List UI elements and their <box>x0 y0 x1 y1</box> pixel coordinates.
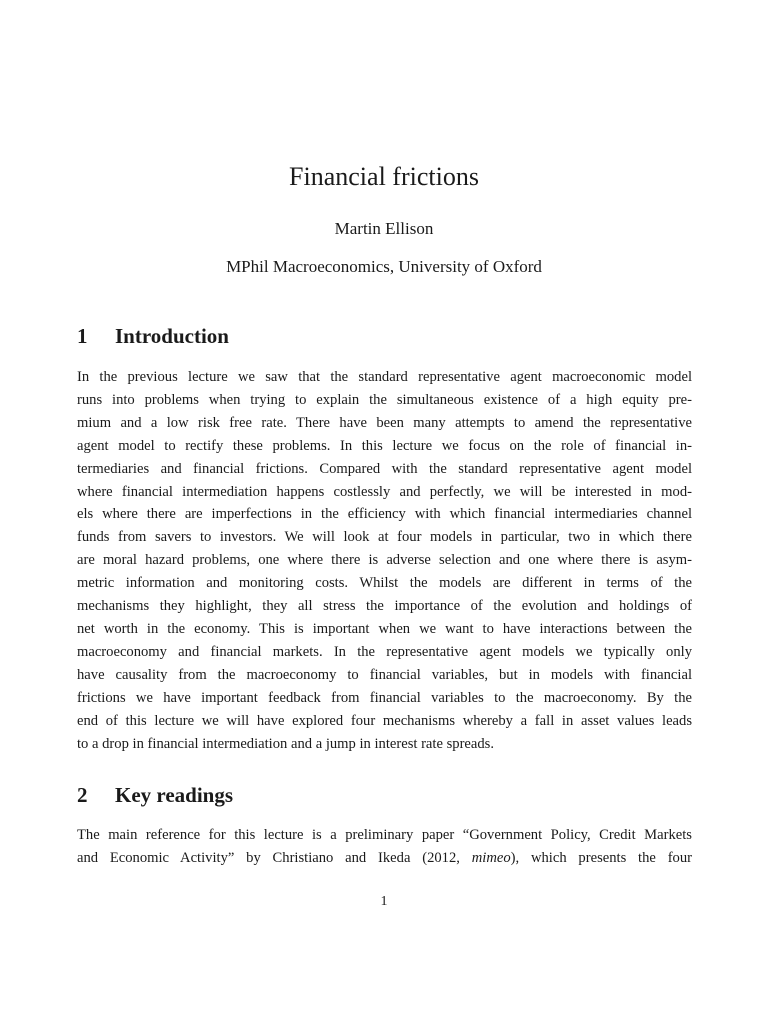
text-line: In the previous lecture we saw that the standard representative agent macroeconomic model <box>77 369 692 385</box>
text-line <box>77 847 692 870</box>
text-line: to a drop in financial intermediation and a jump in interest rate spreads. <box>77 735 495 752</box>
text-line: mechanisms they highlight, they all stress the importance of the evolution and holdings of <box>77 598 692 615</box>
text-line: metric information and monitoring costs. Whilst the models are different in terms of the <box>77 575 692 592</box>
page-number: 1 <box>380 894 388 909</box>
text-line: runs into problems when trying to explain the simultaneous existence of a high equity pre- <box>77 391 692 408</box>
section-heading-key-readings <box>77 781 233 809</box>
text-line: end of this lecture we will have explored four mechanisms whereby a fall in asset values leads <box>77 712 692 729</box>
paper-title: Financial frictions <box>289 162 479 191</box>
text-segment: and Economic Activity” by Christiano and Ikeda (2012, <box>77 849 472 866</box>
text-line: termediaries and financial frictions. Compared with the standard representative agent model <box>77 460 692 477</box>
text-line: mium and a low risk free rate. There have been many attempts to amend the representative <box>77 414 692 431</box>
text-line: funds from savers to investors. We will look at four models in particular, two in which there <box>77 529 692 546</box>
section-number: 1 <box>77 324 88 348</box>
text-line: have causality from the macroeconomy to financial variables, but in models with financial <box>77 666 692 683</box>
paper-affiliation: MPhil Macroeconomics, University of Oxford <box>226 257 542 276</box>
text-line: agent model to rectify these problems. In this lecture we focus on the role of financial in- <box>77 437 692 454</box>
text-line: els where there are imperfections in the efficiency with which financial intermediaries channel <box>77 506 692 523</box>
italic-term: mimeo <box>471 849 511 866</box>
section-number: 2 <box>77 783 88 807</box>
text-line: macroeconomy and financial markets. In the representative agent models we typically only <box>77 643 692 660</box>
text-line: where financial intermediation happens costlessly and perfectly, we will be interested in mod- <box>77 483 692 500</box>
text-line: frictions we have important feedback from financial variables to the macroeconomy. By the <box>77 689 692 706</box>
text-segment: ), which presents the four <box>510 849 692 866</box>
introduction-paragraph <box>77 366 692 755</box>
section-heading-introduction <box>77 322 229 350</box>
text-line: net worth in the economy. This is important when we want to have interactions between the <box>77 620 692 637</box>
section-title: Introduction <box>115 324 229 348</box>
key-readings-paragraph <box>77 824 692 870</box>
text-line: are moral hazard problems, one where there is adverse selection and one where there is asym- <box>77 552 692 569</box>
paper-author: Martin Ellison <box>334 219 434 238</box>
section-title: Key readings <box>115 783 234 807</box>
text-line: The main reference for this lecture is a preliminary paper “Government Policy, Credit Markets <box>77 827 692 843</box>
